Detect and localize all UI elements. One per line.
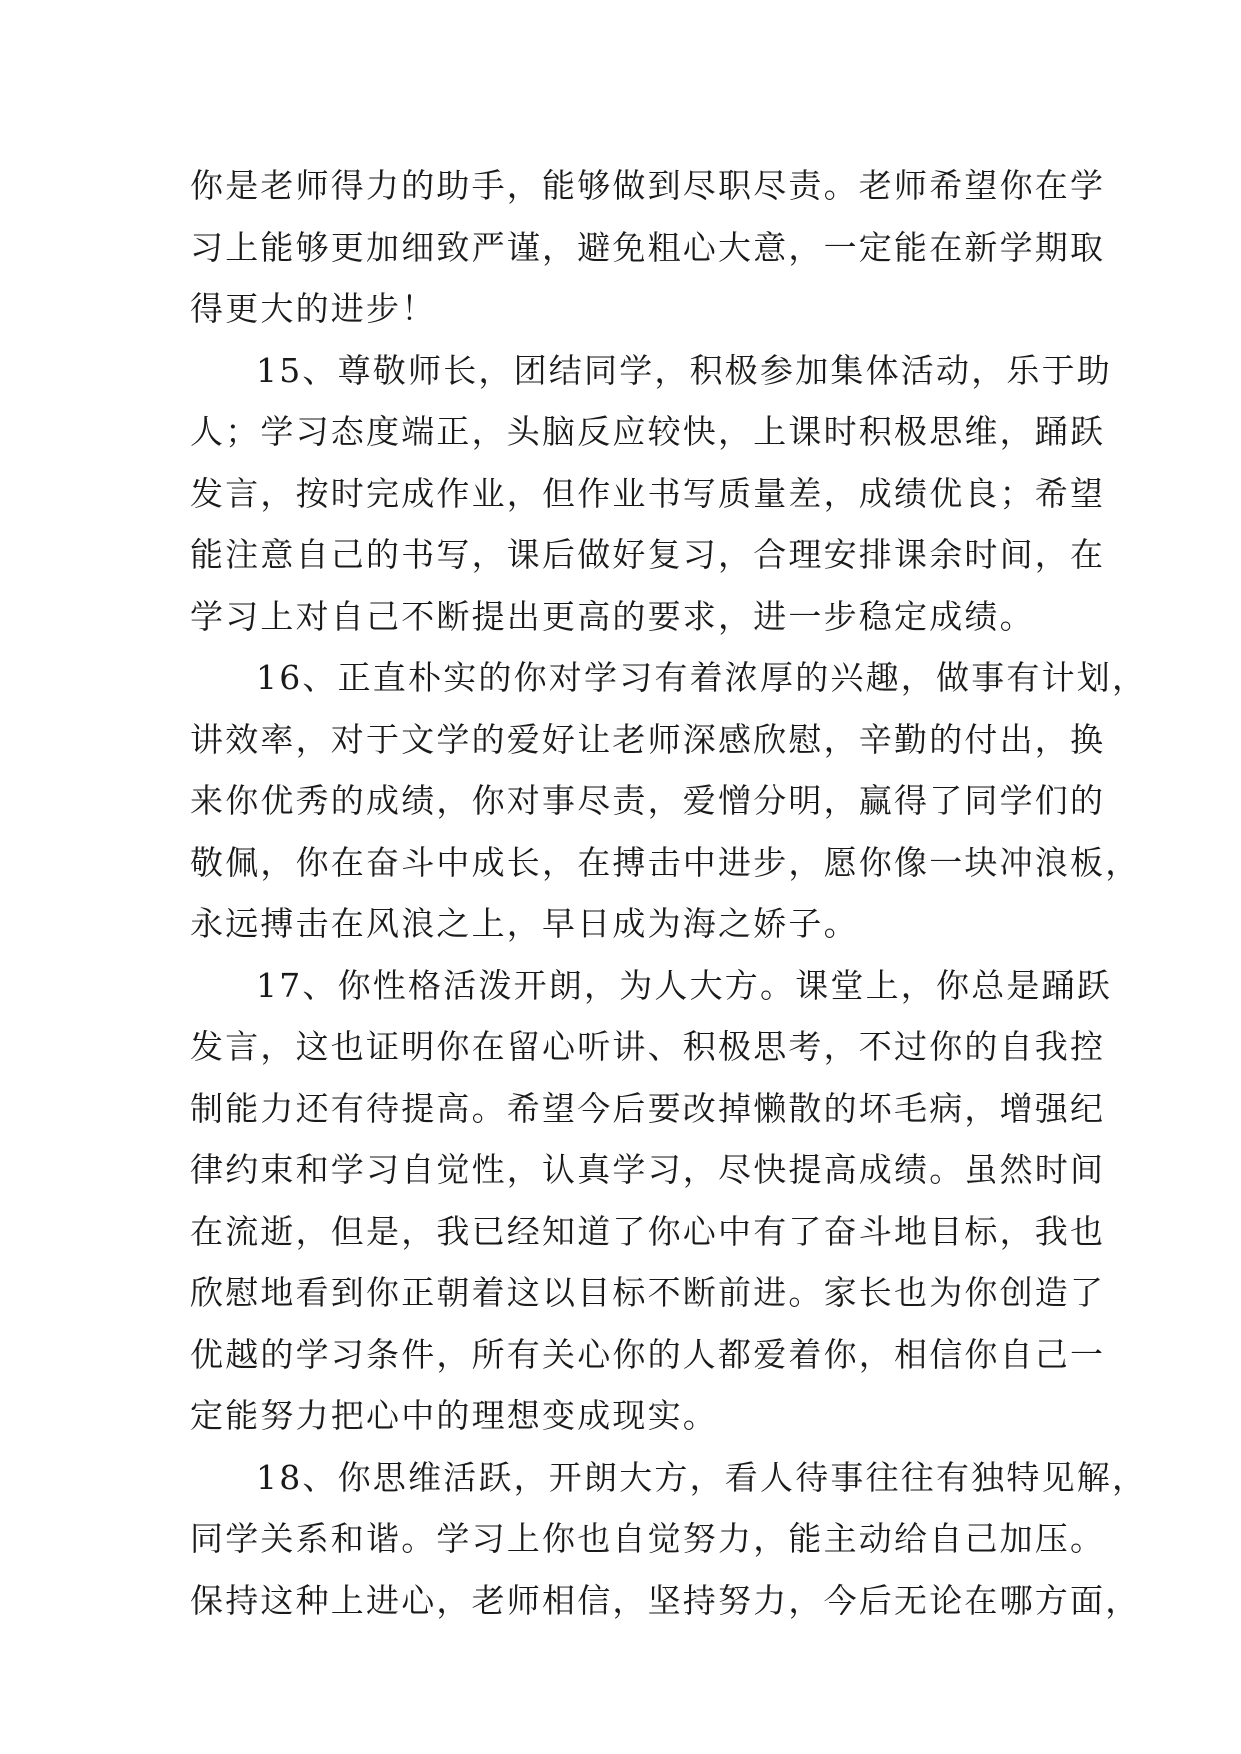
text-line: 发言，按时完成作业，但作业书写质量差，成绩优良；希望 bbox=[190, 473, 1106, 513]
text-line: 你是老师得力的助手，能够做到尽职尽责。老师希望你在学 bbox=[190, 166, 1106, 205]
text-line: 敬佩，你在奋斗中成长，在搏击中进步，愿你像一块冲浪板， bbox=[190, 842, 1141, 882]
text-line: 17、你性格活泼开朗，为人大方。课堂上，你总是踊跃 bbox=[256, 965, 1112, 1005]
text-line: 讲效率，对于文学的爱好让老师深感欣慰，辛勤的付出，换 bbox=[190, 719, 1106, 759]
text-line: 制能力还有待提高。希望今后要改掉懒散的坏毛病，增强纪 bbox=[190, 1088, 1106, 1128]
text-line: 来你优秀的成绩，你对事尽责，爱憎分明，赢得了同学们的 bbox=[190, 781, 1106, 820]
text-line: 欣慰地看到你正朝着这以目标不断前进。家长也为你创造了 bbox=[190, 1273, 1106, 1312]
document-body bbox=[190, 155, 1148, 1631]
text-line: 律约束和学习自觉性，认真学习，尽快提高成绩。虽然时间 bbox=[190, 1150, 1106, 1189]
text-line: 人；学习态度端正，头脑反应较快，上课时积极思维，踊跃 bbox=[190, 412, 1106, 451]
text-line: 16、正直朴实的你对学习有着浓厚的兴趣，做事有计划， bbox=[256, 658, 1148, 697]
text-line: 在流逝，但是，我已经知道了你心中有了奋斗地目标，我也 bbox=[190, 1211, 1106, 1251]
text-line: 发言，这也证明你在留心听讲、积极思考，不过你的自我控 bbox=[190, 1027, 1106, 1066]
text-line: 永远搏击在风浪之上，早日成为海之娇子。 bbox=[190, 904, 859, 943]
text-line: 得更大的进步！ bbox=[190, 289, 437, 328]
text-line: 保持这种上进心，老师相信，坚持努力，今后无论在哪方面， bbox=[190, 1580, 1141, 1620]
text-line: 同学关系和谐。学习上你也自觉努力，能主动给自己加压。 bbox=[190, 1519, 1106, 1558]
text-line: 习上能够更加细致严谨，避免粗心大意，一定能在新学期取 bbox=[190, 227, 1106, 267]
text-line: 定能努力把心中的理想变成现实。 bbox=[190, 1396, 718, 1435]
text-line: 学习上对自己不断提出更高的要求，进一步稳定成绩。 bbox=[190, 596, 1035, 636]
text-line: 15、尊敬师长，团结同学，积极参加集体活动，乐于助 bbox=[256, 350, 1112, 390]
text-line: 优越的学习条件，所有关心你的人都爱着你，相信你自己一 bbox=[190, 1334, 1106, 1374]
text-line: 18、你思维活跃，开朗大方，看人待事往往有独特见解， bbox=[256, 1457, 1148, 1497]
text-line: 能注意自己的书写，课后做好复习，合理安排课余时间，在 bbox=[190, 535, 1106, 574]
